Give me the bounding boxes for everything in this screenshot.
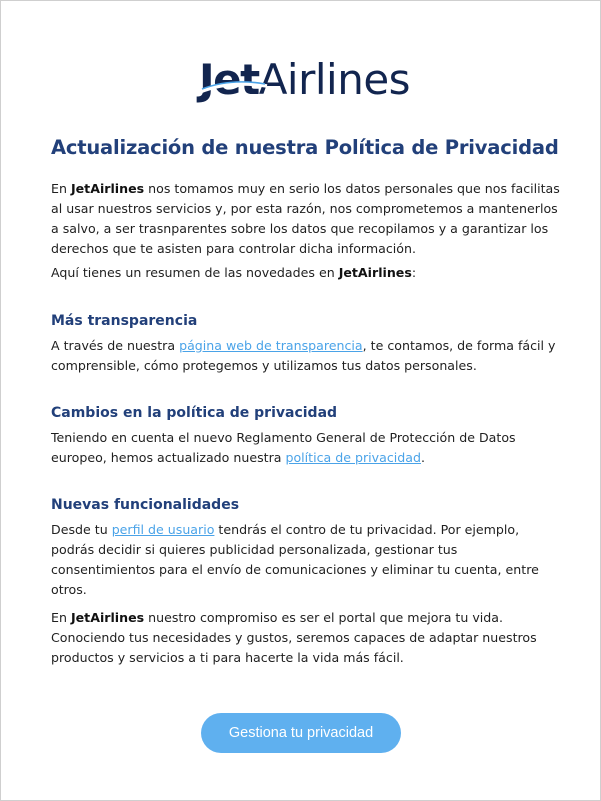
section-text-transparency: A través de nuestra página web de transparencia, te contamos, de forma fácil y comprensible, cómo protegemos y utilizamos tus datos personales. (51, 338, 556, 373)
section-text-new-features: Desde tu perfil de usuario tendrás el contro de tu privacidad. Por ejemplo, podrás decidir si quieres publicidad personalizada, gestionar tus consentimientos para el envío de comunicaciones y eliminar tu cuenta, entre otros. (51, 522, 539, 597)
brand-name: JetAirlines (70, 181, 145, 196)
jetairlines-logo (199, 56, 409, 106)
logo-swoosh-icon (199, 56, 289, 106)
summary-paragraph: Aquí tienes un resumen de las novedades en JetAirlines: (51, 265, 417, 280)
logo-airlines: Airlines (258, 55, 411, 104)
section-heading-new-features: Nuevas funcionalidades (51, 497, 240, 513)
intro-paragraph: En JetAirlines nos tomamos muy en serio los datos personales que nos facilitas al usar nuestros servicios y, por esta razón, nos comprometemos a mantenerlos a salvo, a ser trasnparentes sobre los datos que recopilamos y a garantizar los derechos que te asisten para controlar dicha información. (51, 181, 560, 256)
section-heading-transparency: Más transparencia (51, 313, 198, 329)
section-heading-policy-changes: Cambios en la política de privacidad (51, 405, 338, 421)
logo-jet: Jet (199, 55, 259, 104)
brand-name: JetAirlines (70, 610, 145, 625)
closing-paragraph: En JetAirlines nuestro compromiso es ser el portal que mejora tu vida. Conociendo tus necesidades y gustos, seremos capaces de adaptar nuestros productos y servicios a ti para hacerte la vida más fácil. (51, 610, 537, 665)
page-title: Actualización de nuestra Política de Privacidad (51, 136, 559, 159)
section-text-policy-changes: Teniendo en cuenta el nuevo Reglamento General de Protección de Datos europeo, hemos actualizado nuestra política de privacidad. (51, 430, 516, 465)
manage-privacy-button[interactable]: Gestiona tu privacidad (201, 713, 401, 753)
privacy-policy-link[interactable]: política de privacidad (285, 450, 421, 465)
brand-name: JetAirlines (338, 265, 412, 280)
transparency-page-link[interactable]: página web de transparencia (179, 338, 363, 353)
user-profile-link[interactable]: perfil de usuario (111, 522, 215, 537)
